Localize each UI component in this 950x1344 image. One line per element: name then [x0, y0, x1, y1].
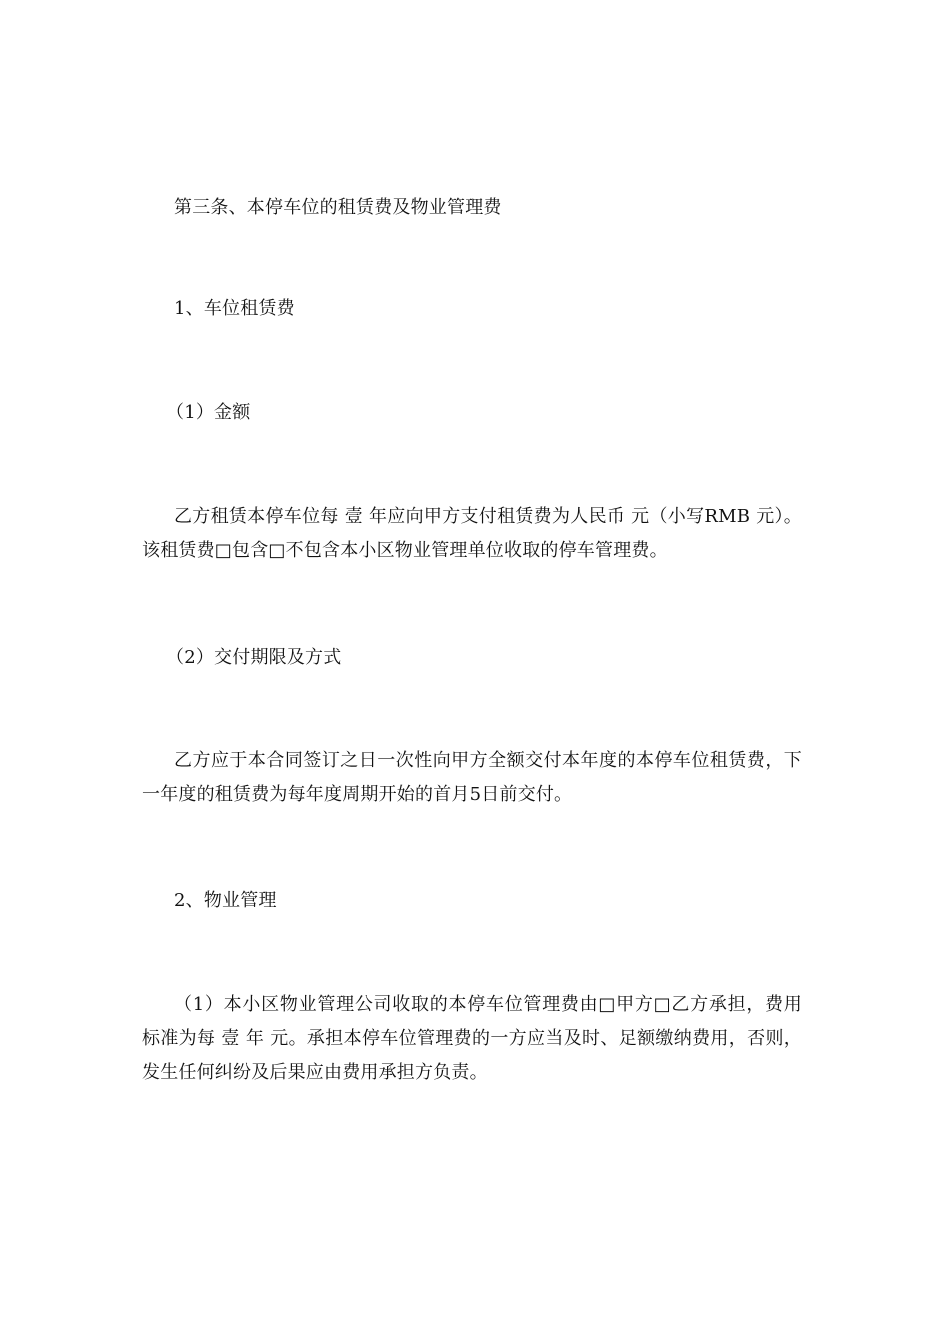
- paragraph-amount: [142, 500, 802, 568]
- article-heading: 第三条、本停车位的租赁费及物业管理费: [174, 197, 502, 218]
- paragraph-amount-text: 乙方租赁本停车位每 壹 年应向甲方支付租赁费为人民币 元（小写RMB 元）。该租赁费□包含□不包含本小区物业管理单位收取的停车管理费。: [142, 506, 802, 561]
- paragraph-management-fee: [142, 988, 802, 1090]
- subsection-heading-payment-terms: （2）交付期限及方式: [166, 647, 342, 668]
- paragraph-management-fee-text: （1）本小区物业管理公司收取的本停车位管理费由□甲方□乙方承担，费用标准为每 壹 年 元。承担本停车位管理费的一方应当及时、足额缴纳费用，否则，发生任何纠纷及后果应由费用承担方负责。: [142, 994, 802, 1083]
- section-heading-rent-fee: 1、车位租赁费: [174, 298, 295, 319]
- subsection-heading-amount: （1）金额: [166, 402, 251, 423]
- section-heading-property-management: 2、物业管理: [174, 890, 277, 911]
- paragraph-payment-terms: [142, 744, 802, 812]
- paragraph-payment-terms-text: 乙方应于本合同签订之日一次性向甲方全额交付本年度的本停车位租赁费，下一年度的租赁费为每年度周期开始的首月5日前交付。: [142, 750, 802, 805]
